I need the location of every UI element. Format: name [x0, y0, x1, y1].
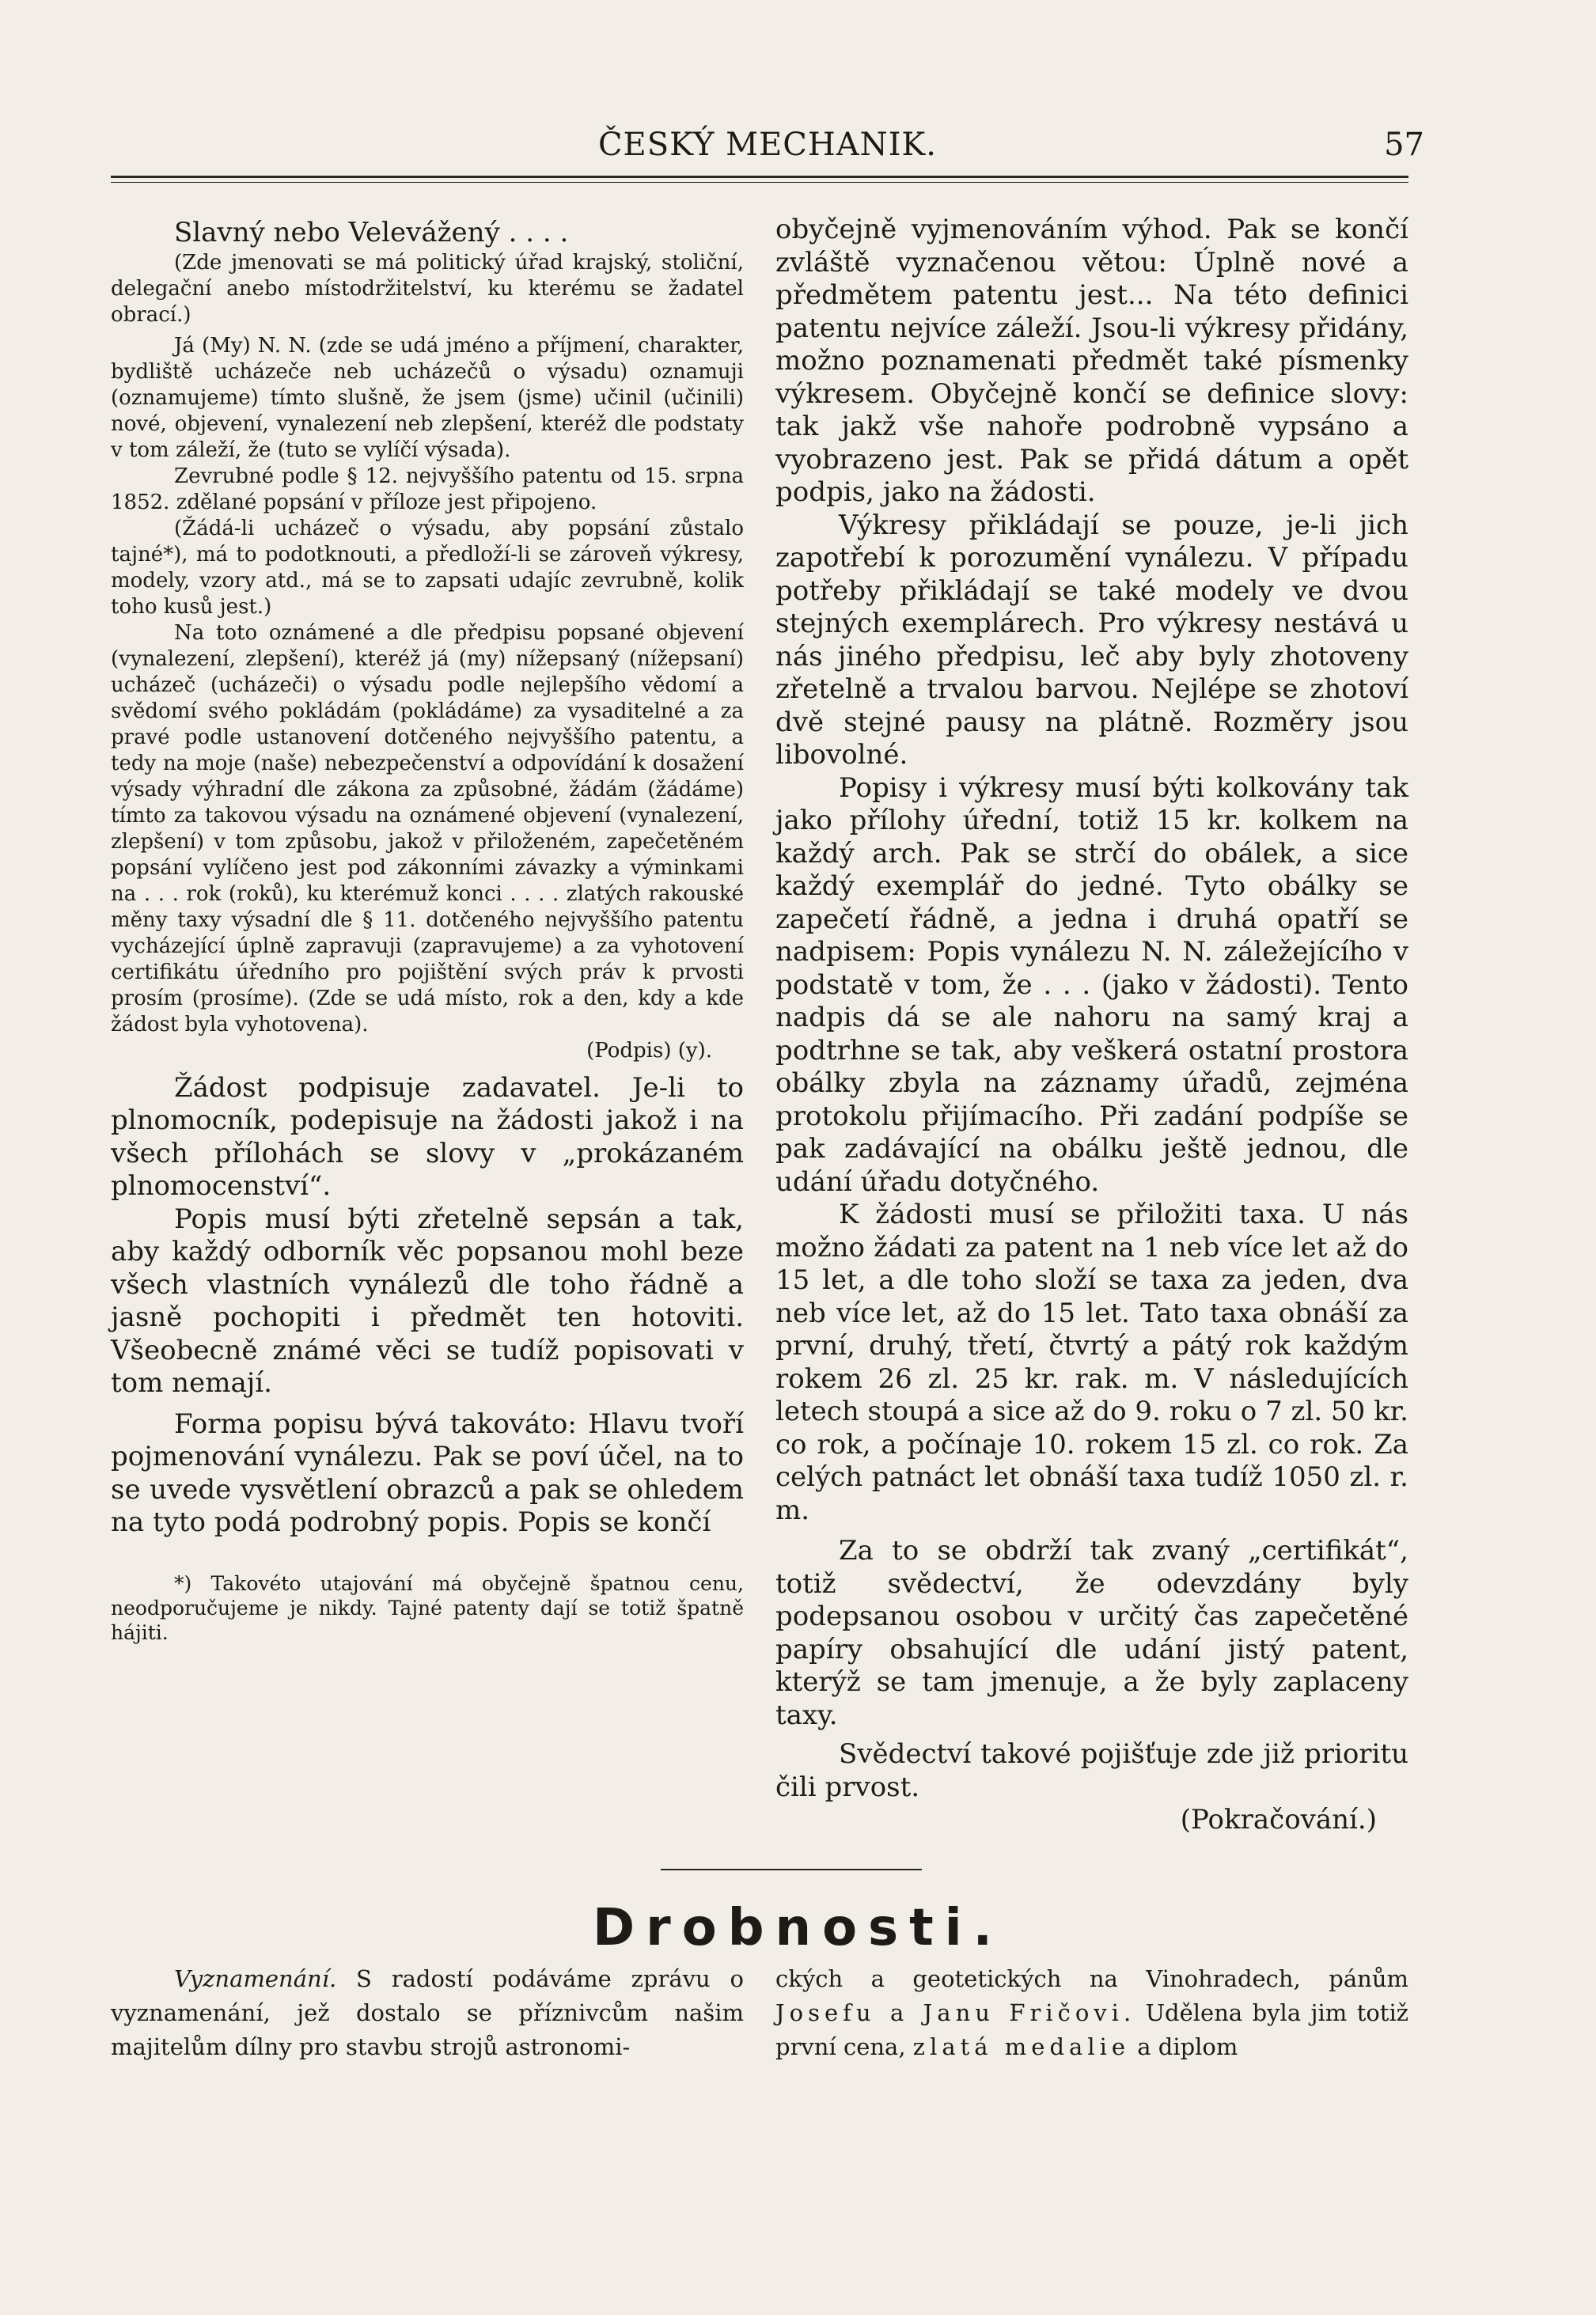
body-paragraph: Za to se obdrží tak zvaný „certifikát“, totiž svědectví, že odevzdány byly podepsanou osobou v určitý čas zapečetěné papíry obsahující dle udání jistý patent, kterýž se tam jmenuje, a že byly zaplaceny taxy. [775, 1535, 1408, 1731]
body-paragraph: K žádosti musí se přiložiti taxa. U nás možno žádati za patent na 1 neb více let až do 15 let, a dle toho složí se taxa za jeden, dva neb více let, až do 15 let. Tato taxa obnáší za první, druhý, třetí, čtvrtý a pátý rok každým rokem 26 zl. 25 kr. rak. m. V následujících letech stoupá a sice až do 9. roku o 7 zl. 50 kr. co rok, a počínaje 10. rokem 15 zl. co rok. Za celých patnáct let obnáší taxa tudíž 1050 zl. r. m. [775, 1199, 1408, 1526]
form-note: (Zde jmenovati se má politický úřad krajský, stoliční, delegační anebo místodržitelství, ku kterému se žadatel obrací.) [111, 250, 744, 327]
news-left [111, 1962, 744, 2064]
header-rule [111, 176, 1408, 178]
body-paragraph: obyčejně vyjmenováním výhod. Pak se končí zvláště vyznačenou větou: Úplně nové a předmětem patentu jest... Na této definici patentu nejvíce záleží. Jsou-li výkresy přidány, možno poznamenati předmět také písmenky výkresem. Obyčejně končí se definice slovy: tak jakž vše nahoře podrobně vypsáno a vyobrazeno jest. Pak se přidá dátum a opět podpis, jako na žádosti. [775, 214, 1408, 508]
news-text: a diplom [1137, 2033, 1238, 2060]
body-paragraph: Výkresy přikládají se pouze, je-li jich zapotřebí k porozumění vynálezu. V případu potřeby přikládají se také modely ve dvou stejných exemplárech. Pro výkresy nestává u nás jiného předpisu, leč aby byly zhotoveny zřetelně a trvalou barvou. Nejlépe se zhotoví dvě stejné pausy na plátně. Rozměry jsou libovolné. [775, 509, 1408, 771]
news-right [775, 1962, 1408, 2064]
page-number: 57 [1384, 127, 1424, 163]
section-divider [661, 1869, 922, 1870]
continuation-note: (Pokračování.) [1180, 1804, 1377, 1836]
left-column [111, 214, 744, 1665]
body-paragraph: Svědectví takové pojišťuje zde již prioritu čili prvost. [775, 1738, 1408, 1803]
news-names: Josefu a Janu Fričovi. [775, 1999, 1136, 2026]
news-lead: Vyznamenání. [174, 1965, 337, 1992]
news-text: Udělena byla jim totiž první cena, [775, 1999, 1409, 2060]
right-column [775, 214, 1408, 1837]
salutation: Slavný nebo Velevážený . . . . [174, 217, 569, 248]
form-paragraph: Já (My) N. N. (zde se udá jméno a příjmení, charakter, bydliště ucházeče neb ucházečů o výsadu) oznamuji (oznamujeme) tímto slušně, že jsem (jsme) učinil (učinili) nové, objevení, vynalezení neb zlepšení, kteréž dle podstaty v tom záleží, že (tuto se vylíčí výsada). [111, 333, 744, 462]
section-heading: Drobnosti. [593, 1899, 1003, 1957]
running-header [111, 127, 1424, 174]
form-paragraph: Na toto oznámené a dle předpisu popsané objevení (vynalezení, zlepšení), kteréž já (my) nížepsaný (nížepsaní) ucházeč (ucházeči) o výsadu podle nejlepšího vědomí a svědomí svého pokládám (pokládáme) za vysaditelné a za pravé podle ustanovení dotčeného nejvyššího patentu, a tedy na moje (naše) nebezpečenství a odpovídání k dosažení výsady výhradní dle zákona za způsobné, žádám (žádáme) tímto za takovou výsadu na oznámené objevení (vynalezení, zlepšení) v tom způsobu, jakož v přiloženém, zapečetěném popsání vylíčeno jest pod zákonními závazky a výminkami na . . . rok (roků), ku kterémuž konci . . . . zlatých rakouské měny taxy výsadní dle § 11. dotčeného nejvyššího patentu vycházející úplně zapravuji (zapravujeme) a za vyhotovení certifikátu úředního pro pojištění svých práv k prvosti prosím (prosíme). (Zde se udá místo, rok a den, kdy a kde žádost byla vyhotovena). [111, 620, 744, 1036]
form-paragraph: (Žádá-li ucházeč o výsadu, aby popsání zůstalo tajné*), má to podotknouti, a předloží-li se zároveň výkresy, modely, vzory atd., má se to zapsati udajíc zevrubně, kolik toho kusů jest.) [111, 516, 744, 619]
news-text: ckých a geotetických na Vinohradech, pánům [775, 1965, 1408, 1992]
body-paragraph: Popis musí býti zřetelně sepsán a tak, aby každý odborník věc popsanou mohl beze všech vlastních vynálezů dle toho řádně a jasně pochopiti i předmět ten hotoviti. Všeobecně známé věci se tudíž popisovati v tom nemají. [111, 1203, 744, 1399]
journal-title: ČESKÝ MECHANIK. [597, 127, 938, 163]
form-paragraph: Zevrubné podle § 12. nejvyššího patentu od 15. srpna 1852. zdělané popsání v příloze jest připojeno. [111, 464, 744, 514]
news-text: S radostí podáváme zprávu o vyznamenání, jež dostalo se příznivcům našim majitelům dílny pro stavbu strojů astronomi- [111, 1965, 744, 2060]
news-medal: zlatá medalie [912, 2033, 1131, 2060]
body-paragraph: Žádost podpisuje zadavatel. Je-li to plnomocník, podepisuje na žádosti jakož i na všech přílohách se slovy v „prokázaném plnomocenství“. [111, 1071, 744, 1202]
header-rule-thin [111, 182, 1408, 183]
body-paragraph: Popisy i výkresy musí býti kolkovány tak jako přílohy úřední, totiž 15 kr. kolkem na každý arch. Pak se strčí do obálek, a sice každý exemplář do jedné. Tyto obálky se zapečetí řádně, a jedna i druhá opatří se nadpisem: Popis vynálezu N. N. záležejícího v podstatě v tom, že . . . (jako v žádosti). Tento nadpis dá se ale nahoru na samý kraj a podtrhne se tak, aby veškerá ostatní prostora obálky zbyla na záznamy úřadů, zejména protokolu přijímacího. Při zadání podpíše se pak zadávající na obálku ještě jednou, dle udání úřadu dotyčného. [775, 771, 1408, 1198]
body-paragraph: Forma popisu bývá takováto: Hlavu tvoří pojmenování vynálezu. Pak se poví účel, na to se uvede vysvětlení obrazců a pak se ohledem na tyto podá podrobný popis. Popis se končí [111, 1408, 744, 1538]
footnote: *) Takovéto utajování má obyčejně špatnou cenu, neodporučujeme je nikdy. Tajné patenty dají se totiž špatně hájiti. [111, 1571, 744, 1644]
signature-line: (Podpis) (y). [586, 1038, 712, 1063]
